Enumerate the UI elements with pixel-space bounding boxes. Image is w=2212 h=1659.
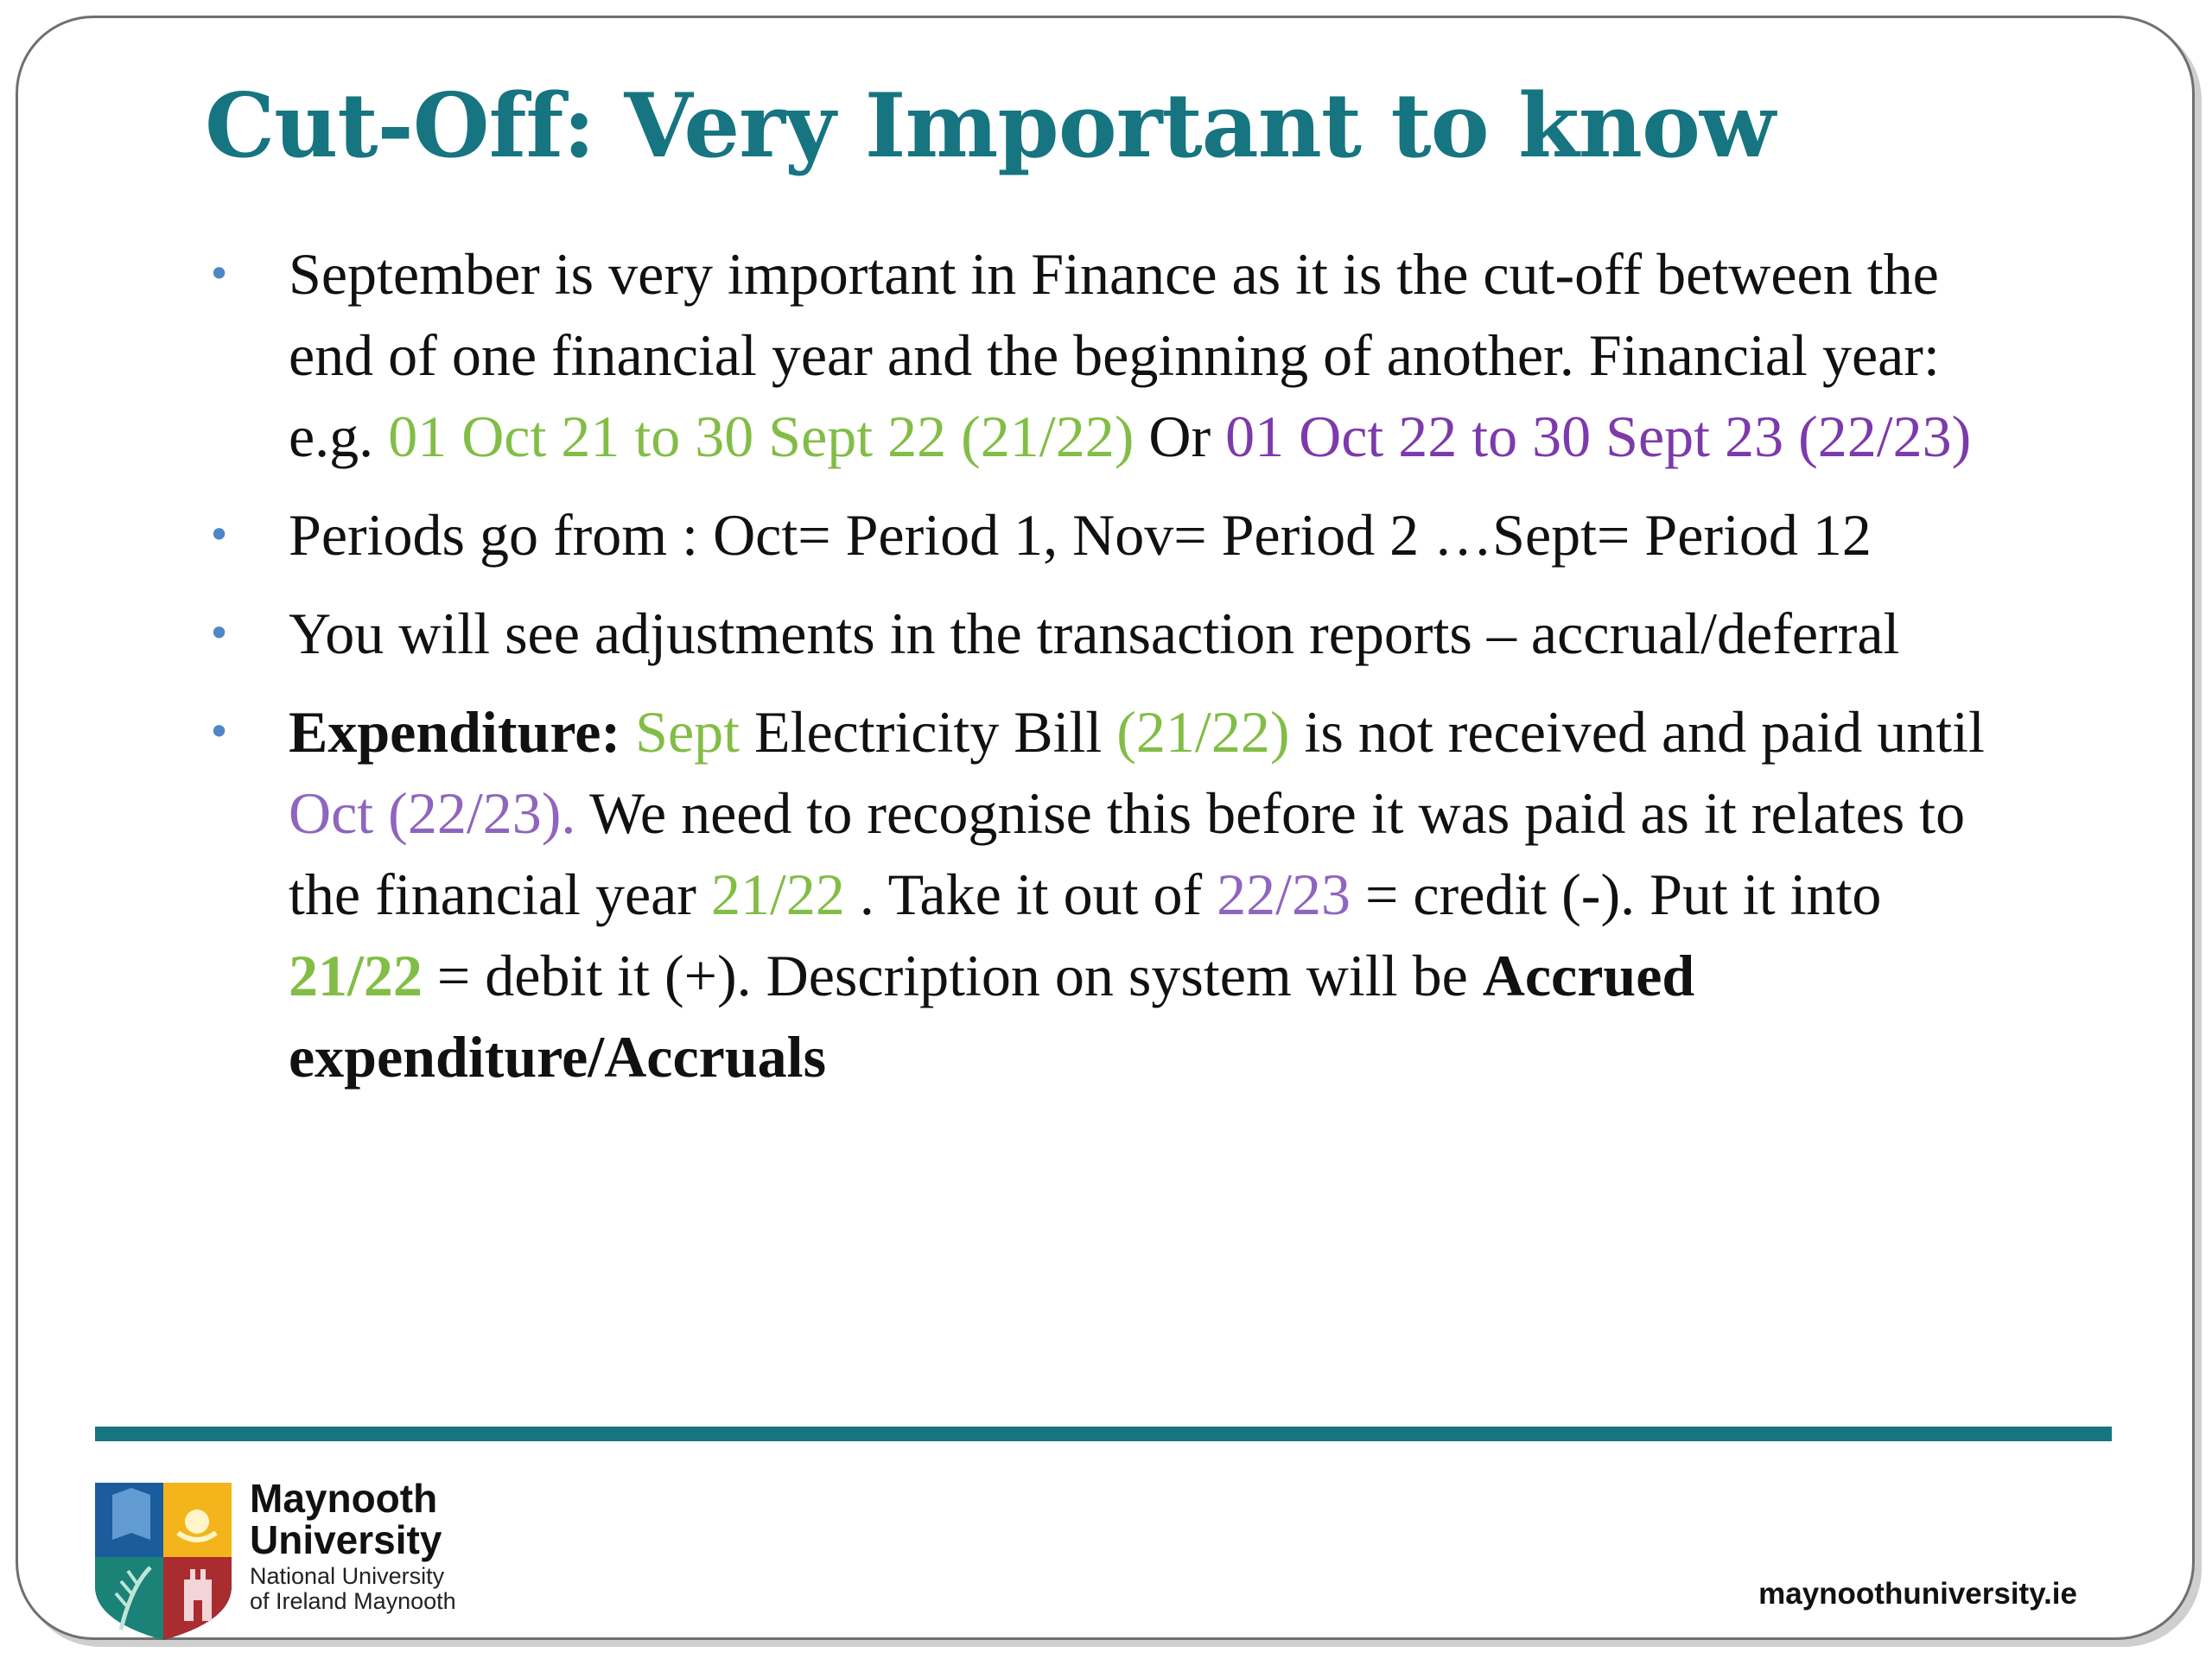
bullet-4-sept: Sept xyxy=(635,699,741,765)
accrued-expenditure-label: Accrued expenditure/Accruals xyxy=(289,943,1695,1090)
bullet-1-text-1: September is very important in Finance as it is the cut-off between the end of one financial year and the beginning of another. Financial year: e.g. xyxy=(289,241,1940,469)
logo-name-line2: University xyxy=(250,1517,442,1562)
bullet-4-fy-2122-b: 21/22 xyxy=(710,861,845,927)
bullet-4-text-5: = credit (-). Put it into xyxy=(1351,861,1882,927)
bullet-item-4 xyxy=(204,691,2027,1097)
bullet-item-3 xyxy=(204,593,2027,674)
slide-title: Cut-Off: Very Important to know xyxy=(205,74,1775,178)
bullet-dot-icon: • xyxy=(207,512,232,558)
bullet-dot-icon: • xyxy=(207,610,232,657)
bullet-item-2 xyxy=(204,494,2027,575)
maynooth-university-logo xyxy=(95,1478,458,1642)
expenditure-label: Expenditure: xyxy=(289,699,621,765)
logo-sub-line2: of Ireland Maynooth xyxy=(250,1588,456,1614)
logo-sub-line1: National University xyxy=(250,1563,445,1589)
bullet-dot-icon: • xyxy=(207,251,232,297)
bullet-4-text-1: Electricity Bill xyxy=(740,699,1117,765)
website-url: maynoothuniversity.ie xyxy=(1758,1577,2077,1611)
bullet-4-oct-2223: Oct (22/23). xyxy=(289,780,576,846)
bullet-3-text: You will see adjustments in the transaction reports – accrual/deferral xyxy=(289,601,1900,666)
bullet-4-text-4: . Take it out of xyxy=(844,861,1217,927)
logo-subtitle xyxy=(250,1564,456,1614)
bullet-4-space xyxy=(620,699,635,765)
footer-rule xyxy=(95,1427,2112,1441)
bullet-item-1 xyxy=(204,233,2027,477)
bullet-4-fy-2122-a: (21/22) xyxy=(1116,699,1290,765)
bullet-4-fy-2122-c: 21/22 xyxy=(289,943,423,1008)
bullet-4-text-2: is not received and paid until xyxy=(1289,699,1985,765)
bullet-4-fy-2223: 22/23 xyxy=(1217,861,1351,927)
university-crest-icon xyxy=(95,1483,232,1640)
logo-name-line1: Maynooth xyxy=(250,1476,438,1521)
bullet-1-text-or: Or xyxy=(1134,404,1226,469)
bullet-1-fy-2223: 01 Oct 22 to 30 Sept 23 (22/23) xyxy=(1225,404,1972,469)
bullet-list xyxy=(204,233,2027,1115)
logo-name xyxy=(250,1478,442,1560)
bullet-4-text-6: = debit it (+). Description on system will be xyxy=(422,943,1483,1008)
bullet-dot-icon: • xyxy=(207,709,232,755)
bullet-2-text: Periods go from : Oct= Period 1, Nov= Period 2 …Sept= Period 12 xyxy=(289,502,1872,568)
bullet-1-fy-2122: 01 Oct 21 to 30 Sept 22 (21/22) xyxy=(388,404,1135,469)
bullet-4-text-3: We need to recognise this before it was paid as it relates to the financial year xyxy=(289,780,1966,927)
